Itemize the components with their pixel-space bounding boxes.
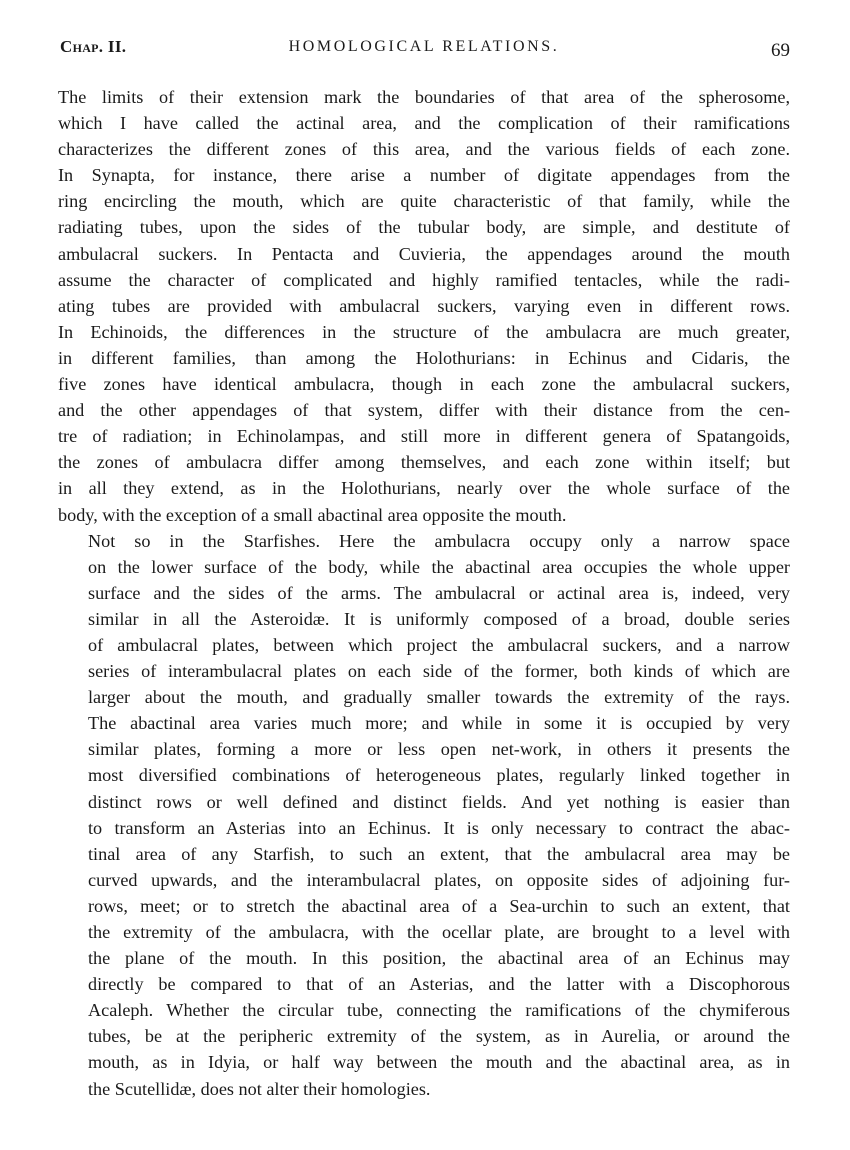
text-line: Not so in the Starfishes. Here the ambulacra occupy only a narrow space	[88, 530, 790, 551]
body-text	[58, 84, 790, 1102]
text-line: ambulacral suckers. In Pentacta and Cuvieria, the appendages around the mouth	[58, 243, 790, 264]
text-line: and the other appendages of that system, differ with their distance from the cen-	[58, 400, 790, 421]
text-line: In Echinoids, the differences in the structure of the ambulacra are much greater,	[58, 321, 790, 342]
text-line: The abactinal area varies much more; and while in some it is occupied by very	[88, 713, 790, 734]
text-line: tubes, be at the peripheric extremity of the system, as in Aurelia, or around the	[88, 1026, 790, 1047]
text-line: the zones of ambulacra differ among themselves, and each zone within itself; but	[58, 452, 790, 473]
text-line: assume the character of complicated and highly ramified tentacles, while the radi-	[58, 269, 790, 290]
text-line: Acaleph. Whether the circular tube, connecting the ramifications of the chymiferous	[88, 1000, 790, 1021]
text-line: in all they extend, as in the Holothurians, nearly over the whole surface of the	[58, 478, 790, 499]
page-number: 69	[771, 40, 790, 61]
text-line: distinct rows or well defined and distinct fields. And yet nothing is easier than	[88, 791, 790, 812]
text-line: body, with the exception of a small abactinal area opposite the mouth.	[58, 504, 567, 525]
text-line: most diversified combinations of heterogeneous plates, regularly linked together in	[88, 765, 790, 786]
text-line: radiating tubes, upon the sides of the tubular body, are simple, and destitute of	[58, 217, 790, 238]
running-title: HOMOLOGICAL RELATIONS.	[288, 38, 560, 55]
text-line: rows, meet; or to stretch the abactinal area of a Sea-urchin to such an extent, that	[88, 895, 790, 916]
text-line: surface and the sides of the arms. The ambulacral or actinal area is, indeed, very	[88, 582, 790, 603]
text-line: five zones have identical ambulacra, though in each zone the ambulacral suckers,	[58, 374, 790, 395]
text-line: on the lower surface of the body, while the abactinal area occupies the whole upper	[88, 556, 790, 577]
text-line: the extremity of the ambulacra, with the ocellar plate, are brought to a level with	[88, 922, 790, 942]
text-line: larger about the mouth, and gradually smaller towards the extremity of the rays.	[88, 687, 790, 708]
text-line: the plane of the mouth. In this position, the abactinal area of an Echinus may	[88, 948, 790, 969]
text-line: similar in all the Asteroidæ. It is uniformly composed of a broad, double series	[88, 608, 790, 629]
text-line: mouth, as in Idyia, or half way between the mouth and the abactinal area, as in	[88, 1052, 790, 1073]
text-line: directly be compared to that of an Asterias, and the latter with a Discophorous	[88, 974, 790, 995]
running-head	[58, 34, 790, 60]
text-line: similar plates, forming a more or less open net-work, in others it presents the	[88, 739, 790, 760]
text-line: tinal area of any Starfish, to such an extent, that the ambulacral area may be	[88, 843, 790, 864]
text-line: ring encircling the mouth, which are quite characteristic of that family, while the	[58, 191, 790, 212]
text-line: the Scutellidæ, does not alter their homologies.	[88, 1078, 431, 1099]
text-line: tre of radiation; in Echinolampas, and still more in different genera of Spatangoids,	[58, 426, 790, 447]
chapter-label: Chap. II.	[60, 37, 127, 56]
text-line: characterizes the different zones of this area, and the various fields of each zone.	[58, 139, 790, 160]
text-line: curved upwards, and the interambulacral plates, on opposite sides of adjoining fur-	[88, 869, 790, 890]
text-line: which I have called the actinal area, and the complication of their ramifications	[58, 113, 790, 134]
book-page	[58, 34, 790, 1124]
text-line: ating tubes are provided with ambulacral suckers, varying even in different rows.	[58, 295, 790, 316]
paragraph-1	[58, 84, 790, 528]
text-line: to transform an Asterias into an Echinus. It is only necessary to contract the abac-	[88, 817, 790, 838]
paragraph-2	[58, 528, 790, 1102]
text-line: of ambulacral plates, between which project the ambulacral suckers, and a narrow	[88, 634, 790, 655]
text-line: series of interambulacral plates on each side of the former, both kinds of which are	[88, 661, 790, 682]
text-line: in different families, than among the Holothurians: in Echinus and Cidaris, the	[58, 347, 790, 368]
text-line: In Synapta, for instance, there arise a number of digitate appendages from the	[58, 165, 790, 186]
text-line: The limits of their extension mark the boundaries of that area of the spherosome,	[58, 87, 790, 107]
